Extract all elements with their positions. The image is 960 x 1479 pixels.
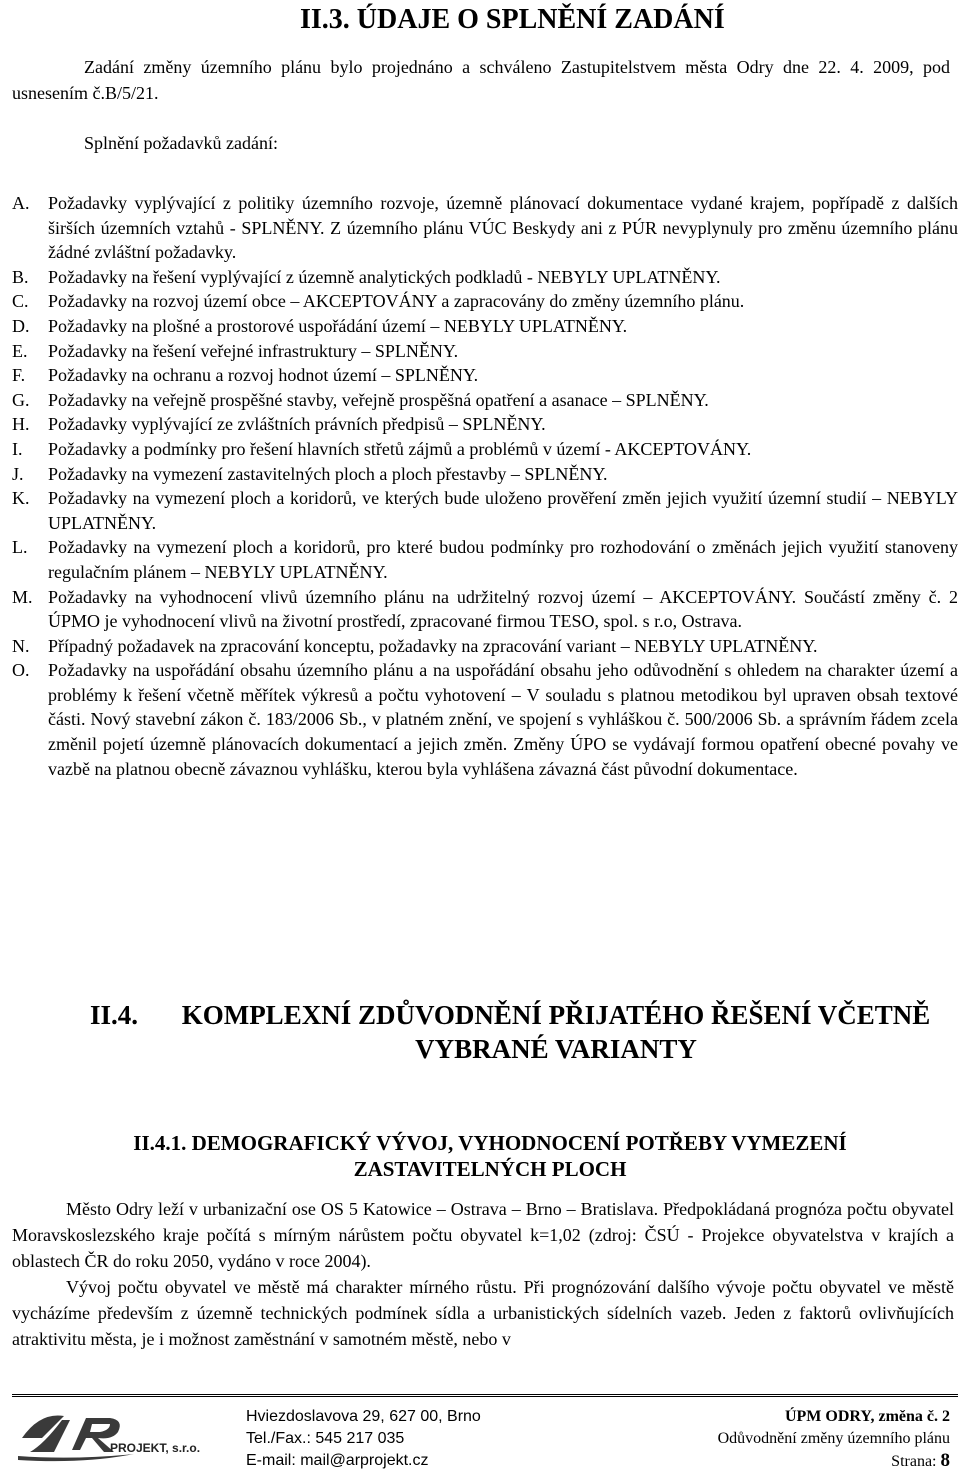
page-label: Strana: bbox=[891, 1453, 937, 1470]
list-item bbox=[12, 535, 958, 584]
footer-phone: Tel./Fax.: 545 217 035 bbox=[246, 1430, 405, 1447]
list-item-text: Požadavky na řešení vyplývající z územně analytických podkladů - NEBYLY UPLATNĚNY. bbox=[48, 266, 721, 287]
requirements-list bbox=[12, 191, 958, 781]
paragraph: Město Odry leží v urbanizační ose OS 5 Katowice – Ostrava – Brno – Bratislava. Předpokládaná prognóza počtu obyvatel Moravskoslezského kraje počítá s mírným nárůstem počtu obyvatel k=1,02 (zdroj: ČSÚ - Projekce obyvatelstva v krajích a oblastech ČR do roku 2050, vydáno v roce 2004). bbox=[12, 1199, 954, 1271]
footer-doc-title: ÚPM ODRY, změna č. 2 bbox=[784, 1408, 950, 1425]
list-item-letter: K. bbox=[12, 488, 30, 509]
list-item bbox=[12, 634, 958, 659]
list-item-text: Požadavky na veřejně prospěšné stavby, veřejně prospěšná opatření a asanace – SPLNĚNY. bbox=[48, 389, 709, 410]
ar-logo-icon bbox=[14, 1404, 224, 1464]
list-item-letter: O. bbox=[12, 660, 30, 681]
list-item-letter: J. bbox=[12, 463, 24, 484]
list-item-letter: E. bbox=[12, 340, 28, 361]
intro-paragraph: Zadání změny územního plánu bylo projednáno a schváleno Zastupitelstvem města Odry dne 22. 4. 2009, pod usnesením č.B/5/21. bbox=[12, 57, 950, 103]
list-item bbox=[12, 339, 958, 364]
list-item-letter: D. bbox=[12, 315, 30, 336]
footer-address: Hviezdoslavova 29, 627 00, Brno bbox=[246, 1408, 481, 1425]
list-item bbox=[12, 363, 958, 388]
list-item-text: Požadavky na vymezení zastavitelných ploch a ploch přestavby – SPLNĚNY. bbox=[48, 463, 608, 484]
list-item-text: Požadavky na řešení veřejné infrastruktury – SPLNĚNY. bbox=[48, 340, 459, 361]
list-item bbox=[12, 265, 958, 290]
list-item bbox=[12, 388, 958, 413]
list-item-text: Požadavky na plošné a prostorové uspořádání území – NEBYLY UPLATNĚNY. bbox=[48, 315, 628, 336]
logo-text: PROJEKT, s.r.o. bbox=[110, 1441, 201, 1455]
footer-contact bbox=[246, 1406, 481, 1472]
list-item bbox=[12, 462, 958, 487]
list-item-text: Požadavky vyplývající z politiky územního rozvoje, územně plánovací dokumentace vydané krajem, popřípadě z dalších širších územních vztahů - SPLNĚNY. Z územního plánu VÚC Beskydy ani z PÚR nevyplynuly pro změnu územního plánu žádné zvláštní požadavky. bbox=[48, 193, 958, 263]
section-heading-text: KOMPLEXNÍ ZDŮVODNĚNÍ PŘIJATÉHO ŘEŠENÍ VČETNĚ VYBRANÉ VARIANTY bbox=[181, 1000, 931, 1064]
section-number: II.4. bbox=[90, 1000, 139, 1030]
list-item-text: Případný požadavek na zpracování konceptu, požadavky na zpracování variant – NEBYLY UPLATNĚNY. bbox=[48, 635, 818, 656]
footer-document-info bbox=[718, 1406, 950, 1473]
list-item-letter: G. bbox=[12, 389, 30, 410]
list-item-text: Požadavky na uspořádání obsahu územního plánu a na uspořádání obsahu jeho odůvodnění s ohledem na charakter území a problémy k řešení včetně měřítek výkresů a počtu vyhotovení – V souladu s platnou metodikou byl upraven obsah textové části. Nový stavební zákon č. 183/2006 Sb., v platném znění, ve spojení s vyhláškou č. 500/2006 Sb. a správním řádem zcela změnil pojetí územně plánovacích dokumentací a jejich změn. Změny ÚPO se vydávají formou opatření obecné povahy ve vazbě na platnou obecně závaznou vyhlášku, kterou byla vyhlášena závazná část původní dokumentace. bbox=[48, 660, 958, 779]
page-number: 8 bbox=[940, 1450, 950, 1471]
list-item-text: Požadavky na vymezení ploch a koridorů, pro které budou podmínky pro rozhodování o změnách jejich využití stanoveny regulačním plánem – NEBYLY UPLATNĚNY. bbox=[48, 537, 958, 582]
list-item-text: Požadavky vyplývající ze zvláštních právních předpisů – SPLNĚNY. bbox=[48, 414, 546, 435]
list-item-letter: A. bbox=[12, 193, 30, 213]
footer-divider bbox=[12, 1394, 958, 1397]
list-item bbox=[12, 658, 958, 781]
list-item-text: Požadavky na rozvoj území obce – AKCEPTOVÁNY a zapracovány do změny územního plánu. bbox=[48, 291, 745, 312]
list-item-text: Požadavky a podmínky pro řešení hlavních střetů zájmů a problémů v území - AKCEPTOVÁNY. bbox=[48, 438, 752, 459]
footer-email: E-mail: mail@arprojekt.cz bbox=[246, 1452, 429, 1469]
requirements-title: Splnění požadavků zadání: bbox=[84, 133, 278, 153]
list-item bbox=[12, 289, 958, 314]
list-item-letter: I. bbox=[12, 438, 23, 459]
list-item-letter: M. bbox=[12, 586, 33, 607]
paragraph: Vývoj počtu obyvatel ve městě má charakter mírného růstu. Při prognózování dalšího vývoje počtu obyvatel ve městě vycházíme především z územně technických podmínek sídla a urbanistických sídelních vazeb. Jeden z faktorů ovlivňujících atraktivitu města, je i možnost zaměstnání v samotném městě, nebo v bbox=[12, 1277, 954, 1349]
list-item bbox=[12, 191, 958, 265]
list-item-letter: C. bbox=[12, 291, 29, 312]
list-item bbox=[12, 314, 958, 339]
list-item-text: Požadavky na vyhodnocení vlivů územního plánu na udržitelný rozvoj území – AKCEPTOVÁNY. Součástí změny č. 2 ÚPMO je vyhodnocení vlivů na životní prostředí, zpracované firmou TESO, spol. s r.o, Ostrava. bbox=[48, 586, 958, 632]
list-item-text: Požadavky na ochranu a rozvoj hodnot území – SPLNĚNY. bbox=[48, 365, 479, 386]
body-text bbox=[12, 1196, 954, 1352]
list-item-letter: F. bbox=[12, 365, 26, 386]
subsection-heading: II.4.1. DEMOGRAFICKÝ VÝVOJ, VYHODNOCENÍ POTŘEBY VYMEZENÍ ZASTAVITELNÝCH PLOCH bbox=[133, 1131, 847, 1181]
list-item bbox=[12, 437, 958, 462]
footer-doc-subtitle: Odůvodnění změny územního plánu bbox=[717, 1430, 950, 1447]
list-item-letter: H. bbox=[12, 414, 30, 435]
list-item-letter: L. bbox=[12, 537, 28, 558]
section-title: II.3. ÚDAJE O SPLNĚNÍ ZADÁNÍ bbox=[300, 4, 725, 35]
list-item-letter: N. bbox=[12, 635, 30, 656]
list-item bbox=[12, 585, 958, 634]
company-logo bbox=[14, 1404, 224, 1464]
list-item-letter: B. bbox=[12, 266, 29, 287]
list-item bbox=[12, 486, 958, 535]
list-item-text: Požadavky na vymezení ploch a koridorů, ve kterých bude uloženo prověření změn jejich využití územní studií – NEBYLY UPLATNĚNY. bbox=[48, 488, 958, 533]
page-number-line bbox=[718, 1450, 950, 1473]
list-item bbox=[12, 412, 958, 437]
